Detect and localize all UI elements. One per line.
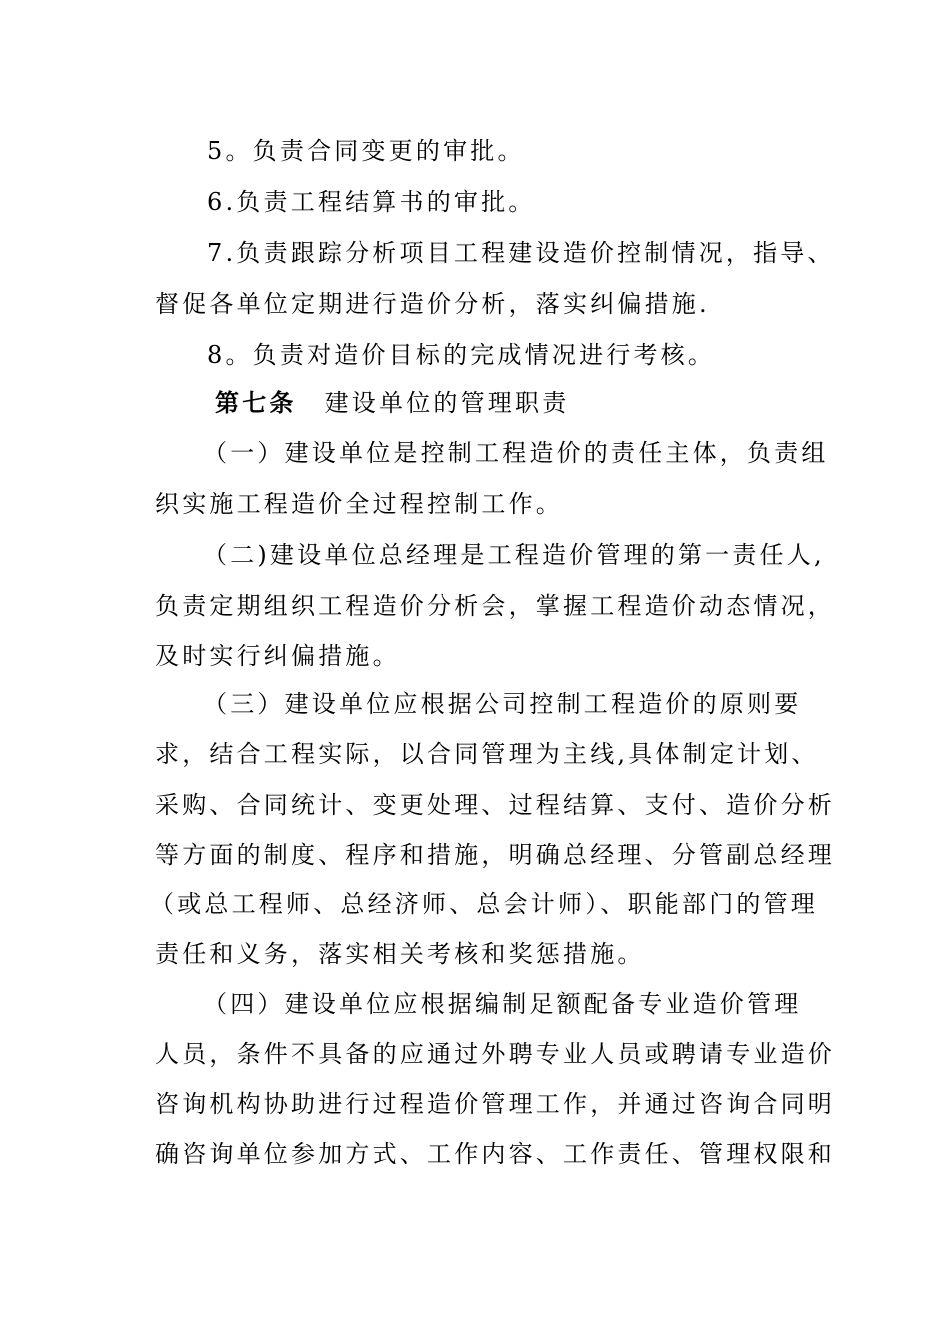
paragraph-line: 咨询机构协助进行过程造价管理工作，并通过咨询合同明 xyxy=(155,1090,835,1118)
paragraph-line: 确咨询单位参加方式、工作内容、工作责任、管理权限和 xyxy=(155,1140,835,1168)
article-label: 第七条 xyxy=(215,388,297,417)
paragraph-line: 负责定期组织工程造价分析会，掌握工程造价动态情况， xyxy=(155,592,835,620)
paragraph-line: （或总工程师、总经济师、总会计师）、职能部门的管理 xyxy=(150,890,818,918)
paragraph-line: （三）建设单位应根据公司控制工程造价的原则要 xyxy=(203,690,802,718)
paragraph-line: 等方面的制度、程序和措施，明确总经理、分管副总经理 xyxy=(155,841,835,869)
article-heading xyxy=(215,388,569,418)
text-line: 6.负责工程结算书的审批。 xyxy=(207,188,536,216)
paragraph-line: 人员，条件不具备的应通过外聘专业人员或聘请专业造价 xyxy=(155,1040,835,1068)
paragraph-line: 采购、合同统计、变更处理、过程结算、支付、造价分析 xyxy=(155,791,835,819)
paragraph-line: 责任和义务，落实相关考核和奖惩措施。 xyxy=(155,940,645,968)
paragraph-line: 及时实行纠偏措施。 xyxy=(155,642,400,670)
text-line: 8。负责对造价目标的完成情况进行考核。 xyxy=(207,341,716,369)
paragraph-line: 织实施工程造价全过程控制工作。 xyxy=(155,490,563,518)
article-title: 建设单位的管理职责 xyxy=(324,389,570,417)
text-line: 7.负责跟踪分析项目工程建设造价控制情况，指导、 xyxy=(207,239,835,267)
text-line: 督促各单位定期进行造价分析，落实纠偏措施. xyxy=(155,290,710,318)
paragraph-line: （二)建设单位总经理是工程造价管理的第一责任人, xyxy=(203,541,825,569)
text-line: 5。负责合同变更的审批。 xyxy=(207,137,525,165)
paragraph-line: 求，结合工程实际，以合同管理为主线,具体制定计划、 xyxy=(155,740,819,768)
paragraph-line: （一）建设单位是控制工程造价的责任主体，负责组 xyxy=(203,439,829,467)
paragraph-line: （四）建设单位应根据编制足额配备专业造价管理 xyxy=(203,990,802,1018)
